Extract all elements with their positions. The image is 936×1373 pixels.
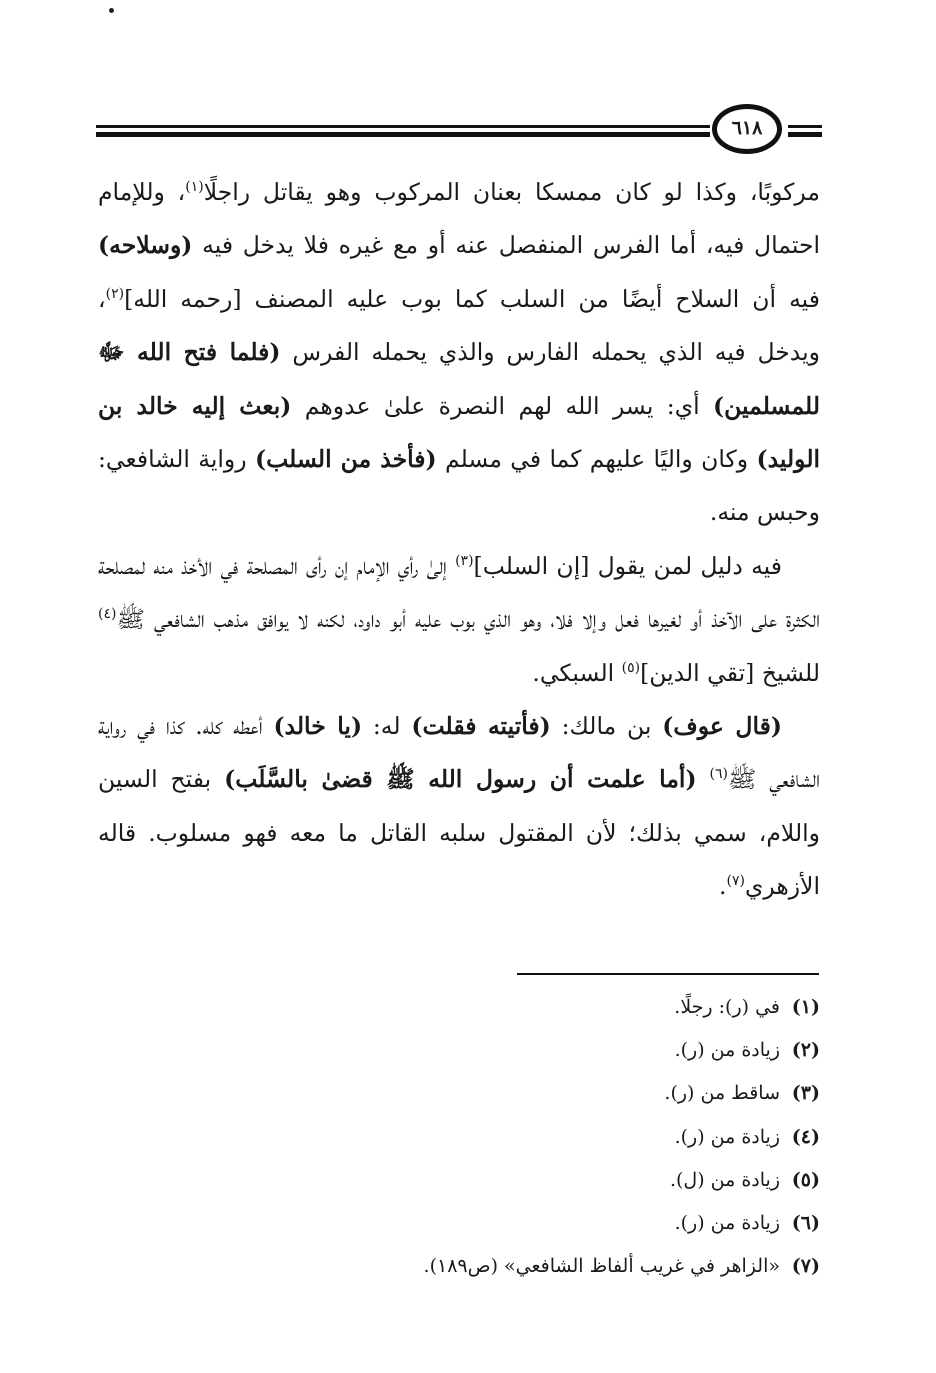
footnotes-list	[300, 986, 820, 1288]
page-number: ٦١٨	[731, 117, 763, 139]
text-run: بن مالك:	[550, 712, 663, 741]
footnote-number: (٧)	[791, 1255, 820, 1278]
footnote-text: ساقط من (ر).	[664, 1082, 780, 1105]
footnote-text: زيادة من (ر).	[674, 1125, 780, 1148]
footnote-item	[300, 986, 820, 1029]
footnote-ref[interactable]: (١)	[185, 179, 204, 196]
paragraph-2	[98, 540, 820, 700]
footnote-number: (٢)	[791, 1039, 820, 1062]
footnote-item	[300, 1202, 820, 1245]
footnote-number: (٣)	[791, 1082, 820, 1105]
text-run: للشيخ [تقي الدين]	[640, 658, 820, 687]
footnote-item	[300, 1116, 820, 1159]
text-run: وكان واليًا عليهم كما في مسلم	[436, 445, 757, 474]
footnote-text: «الزاهر في غريب ألفاظ الشافعي» (ص١٨٩).	[423, 1255, 780, 1278]
quoted-matn: (قال عوف)	[662, 712, 782, 741]
header-rule	[96, 125, 710, 128]
quoted-matn: (وسلاحه)	[98, 231, 193, 260]
text-run: رواية الشافعي: وحبس منه.	[98, 445, 820, 527]
ink-dot	[109, 8, 114, 13]
page-number-badge	[712, 104, 782, 154]
footnote-text: زيادة من (ر).	[674, 1212, 780, 1235]
paragraph-1	[98, 166, 820, 540]
footnote-item	[300, 1029, 820, 1072]
text-run: فيه أن السلاح أيضًا من السلب كما بوب عليه المصنف [رحمه الله]	[124, 284, 820, 313]
text-run: مركوبًا، وكذا لو كان ممسكا بعنان المركوب وهو يقاتل راجلًا	[203, 178, 820, 206]
quoted-matn: (بعث إليه خالد بن الوليد)	[98, 391, 821, 474]
text-run: أعطه كله. كذا في رواية الشافعي ﷺ	[98, 712, 821, 794]
footnote-item	[300, 1159, 820, 1202]
footnote-ref[interactable]: (٣)	[455, 553, 474, 570]
text-run: إلىٰ رأي الإمام إن رأى المصلحة في الأخذ منه لمصلحة الكثرة على الآخذ أو لغيرها فعل وإلا فلا، وهو الذي بوب عليه أبو داود، لكنه لا يوافق مذهب الشافعي ﷺ	[98, 551, 820, 634]
header-rule	[96, 132, 710, 137]
footnote-item	[300, 1072, 820, 1115]
header-rule	[788, 132, 822, 137]
text-run: بفتح السين واللام، سمي بذلك؛ لأن المقتول سلبه القاتل ما معه فهو مسلوب. قاله الأزهري	[98, 765, 820, 901]
footnote-separator	[517, 973, 819, 975]
quoted-matn: (يا خالد)	[273, 712, 363, 741]
header-rule	[788, 125, 822, 128]
text-run: له:	[362, 712, 412, 741]
text-run: أي: يسر الله لهم النصرة علىٰ عدوهم	[291, 391, 714, 420]
footnote-ref[interactable]: (٦)	[709, 766, 728, 783]
footnote-item	[300, 1245, 820, 1288]
footnote-number: (٦)	[791, 1212, 820, 1235]
main-text	[98, 166, 820, 914]
footnote-text: زيادة من (ر).	[674, 1039, 780, 1062]
quoted-matn: (فلما فتح الله ﷻ للمسلمين)	[98, 338, 820, 420]
footnote-ref[interactable]: (٧)	[726, 873, 745, 890]
text-run: ، ويدخل فيه الذي يحمله الفارس والذي يحمله الفرس	[98, 284, 820, 367]
text-run: السبكي.	[532, 658, 622, 687]
quoted-matn: (فأتيته فقلت)	[411, 712, 551, 741]
footnote-ref[interactable]: (٢)	[105, 285, 125, 302]
footnote-ref[interactable]: (٤)	[98, 606, 117, 623]
quoted-matn: (أما علمت أن رسول الله ﷺ قضىٰ بالسَّلَب)	[224, 765, 697, 794]
text-run: .	[719, 872, 727, 901]
footnote-number: (١)	[791, 996, 820, 1018]
footnote-number: (٤)	[791, 1125, 820, 1148]
paragraph-3	[98, 700, 820, 914]
quoted-matn: (فأخذ من السلب)	[254, 445, 437, 474]
footnote-text: في (ر): رجلًا.	[674, 996, 780, 1018]
text-run	[697, 765, 710, 793]
text-run: فيه دليل لمن يقول [إن السلب]	[473, 551, 782, 580]
footnote-number: (٥)	[791, 1168, 820, 1191]
footnote-text: زيادة من (ل).	[669, 1168, 780, 1191]
text-run: ، وللإمام احتمال فيه، أما الفرس المنفصل عنه أو مع غيره فلا يدخل فيه	[98, 178, 820, 260]
footnote-ref[interactable]: (٥)	[621, 659, 641, 676]
